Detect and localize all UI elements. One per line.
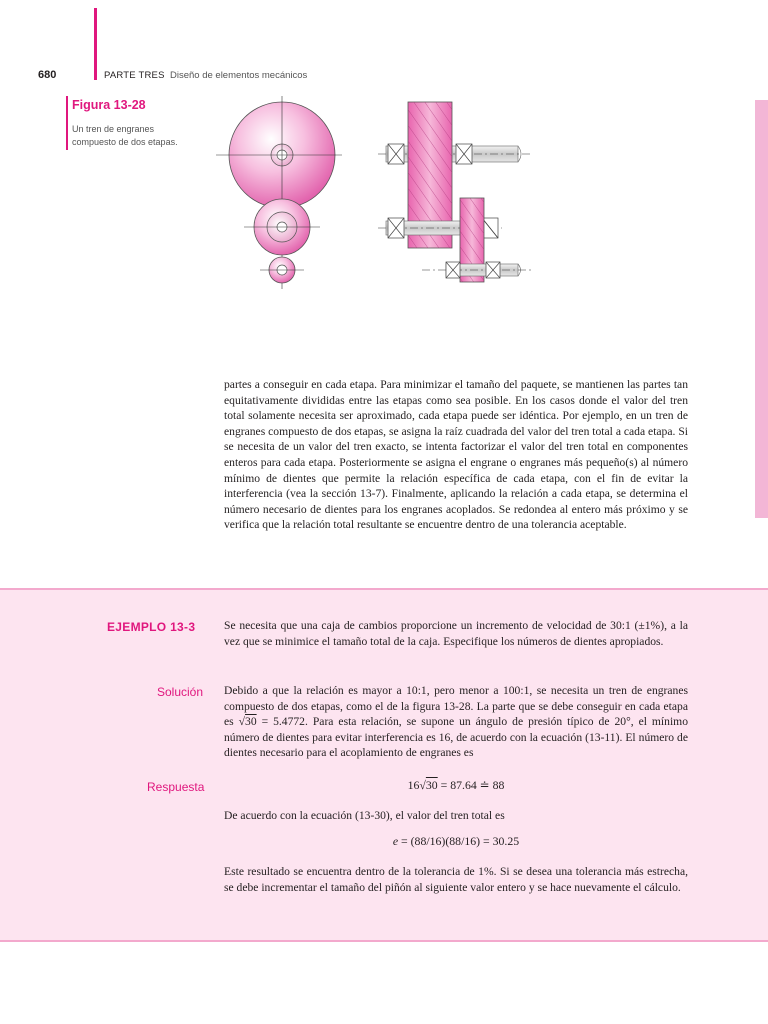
front-view (216, 96, 342, 289)
sqrt-expression: √30 (238, 715, 257, 729)
header-chapter: Diseño de elementos mecánicos (170, 70, 308, 81)
header-part: PARTE TRES (104, 70, 165, 81)
figure-caption: Un tren de engranes compuesto de dos etapas. (72, 124, 178, 147)
solution-label: Solución (157, 685, 204, 699)
gear-train-figure (210, 94, 540, 294)
example-label: EJEMPLO 13-3 (107, 620, 196, 634)
equation-train-value: e = (88/16)(88/16) = 30.25 (392, 834, 520, 848)
solution-text: Debido a que la relación es mayor a 10:1, pero menor a 100:1, se necesita un tren de engranes compuesto de dos etapas, como el de la figura 13-28. La parte que se debe conseguir en cada etapa es √30 = 5.4772. Para esta relación, se supone un ángulo de presión típico de 20°, el mínimo número de dientes para evitar interferencia es 16, de acuerdo con la ecuación (13-11). El número de dientes necesario para el acoplamiento de engranes es (224, 684, 688, 760)
gear-train-drawing (210, 94, 540, 294)
answer-label: Respuesta (147, 780, 205, 794)
thumb-tab (755, 100, 768, 518)
train-value-text: De acuerdo con la ecuación (13-30), el valor del tren total es (224, 809, 505, 822)
figure-title: Figura 13-28 (72, 98, 146, 112)
closing-text: Este resultado se encuentra dentro de la tolerancia de 1%. Si se desea una tolerancia más estrecha, se debe incrementar el tamaño del piñón al siguiente valor entero y se hace nuevamente el cálculo. (224, 865, 688, 894)
equation-teeth: 16√30 = 87.64 ≐ 88 (407, 778, 505, 792)
body-paragraph: partes a conseguir en cada etapa. Para minimizar el tamaño del paquete, se mantienen las partes tan equitativamente divididas entre las etapas como sea posible. En los casos donde el valor del tren total solamente necesita ser aproximado, cada etapa puede ser idéntica. Por ejemplo, en un tren de engranes compuesto de dos etapas, se asigna la raíz cuadrada del valor del tren total a cada etapa. Si se necesita de un valor del tren exacto, se intenta factorizar el valor del tren total en componentes enteros para cada etapa. Posteriormente se asigna el engrane o engranes más pequeño(s) al número mínimo de dientes que permite la relación específica de cada etapa, con el fin de evitar la interferencia (vea la sección 13-7). Finalmente, aplicando la relación a cada etapa, se determina el número necesario de dientes para los engranes acoplados. Se redondea al entero más próximo y se verifica que la relación total resultante se encuentre dentro de una tolerancia aceptable. (224, 378, 688, 532)
side-view (378, 102, 532, 282)
page-number: 680 (38, 69, 57, 81)
example-statement: Se necesita que una caja de cambios proporcione un incremento de velocidad de 30:1 (±1%), a la vez que se minimice el tamaño total de la caja. Especifique los números de dientes apropiados. (224, 619, 688, 648)
caption-rule (66, 96, 68, 150)
header-rule (94, 8, 97, 80)
